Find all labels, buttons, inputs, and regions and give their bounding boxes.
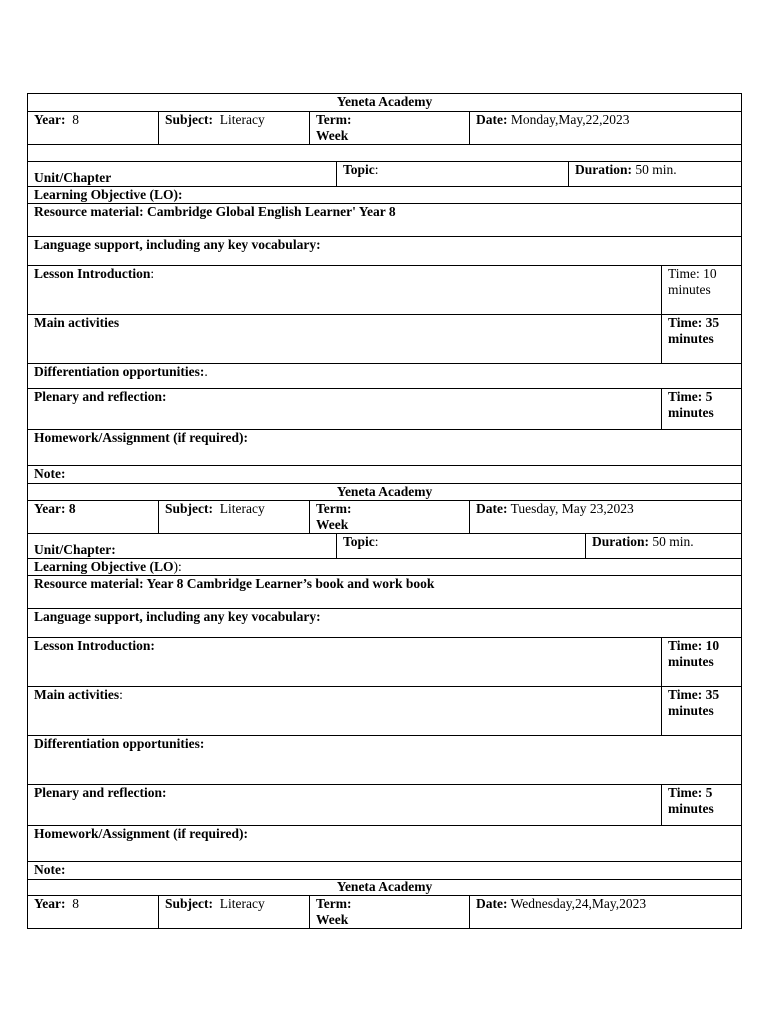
duration-cell [585,534,694,558]
subject-label: Subject: [165,501,213,516]
differentiation-row [27,735,742,784]
school-header-row [27,93,742,111]
school-name: Yeneta Academy [336,879,433,894]
subject-cell [158,896,265,928]
duration-value: 50 min. [635,162,677,177]
duration-cell [568,162,677,186]
plenary-row [27,784,742,825]
objective-row [27,558,742,575]
objective-row [27,186,742,203]
lesson-plan-document [27,93,742,929]
plenary-time: Time: 5 [668,389,713,404]
date-cell [469,112,630,144]
topic-colon: : [374,534,379,549]
differentiation-row [27,363,742,388]
main-time-unit: minutes [668,703,714,718]
date-cell [469,501,634,533]
language-row [27,608,742,637]
topic-colon: : [374,162,379,177]
year-label: Year: 8 [34,501,76,516]
subject-cell [158,112,265,144]
year-label: Year: [34,112,66,127]
topic-label: Topic [343,162,375,177]
date-value: Monday,May,22,2023 [510,112,630,127]
topic-label: Topic [343,534,375,549]
info-row [27,111,742,144]
plenary-time-unit: minutes [668,801,714,816]
date-label: Date: [476,896,508,911]
date-value: Tuesday, May 23,2023 [510,501,634,516]
main-time-unit: minutes [668,331,714,346]
main-activities-label: Main activities [34,315,120,330]
date-cell [469,896,647,928]
objective-label: Learning Objective (LO): [34,187,183,202]
duration-label: Duration: [592,534,649,549]
subject-cell [158,501,265,533]
topic-cell [336,534,379,558]
info-row [27,895,742,929]
term-cell [309,501,352,533]
main-time: Time: 35 [668,687,720,702]
note-label: Note: [34,466,66,481]
date-label: Date: [476,501,508,516]
subject-label: Subject: [165,896,213,911]
main-time: Time: 35 [668,315,720,330]
subject-value: Literacy [219,112,265,127]
note-row [27,861,742,879]
plenary-label: Plenary and reflection: [34,785,167,800]
unit-label: Unit/Chapter [34,170,112,185]
spacer-row [27,144,742,161]
objective-label: Learning Objective (LO [34,559,174,574]
resource-text: Resource material: Year 8 Cambridge Learner’s book and work book [34,576,435,591]
unit-label: Unit/Chapter: [34,542,116,557]
subject-value: Literacy [219,501,265,516]
homework-row [27,429,742,465]
differentiation-suffix: . [204,364,208,379]
main-activities-colon: : [119,687,123,702]
info-row [27,500,742,533]
term-label: Term: [316,112,352,127]
plenary-time-cell [661,785,714,825]
intro-time-cell [661,266,717,314]
resource-row [27,203,742,236]
plenary-time: Time: 5 [668,785,713,800]
unit-row [27,533,742,558]
week-label: Week [316,517,349,532]
intro-time-cell [661,638,720,686]
week-label: Week [316,912,349,927]
homework-label: Homework/Assignment (if required): [34,430,248,445]
plenary-row [27,388,742,429]
differentiation-label: Differentiation opportunities: [34,364,205,379]
intro-label: Lesson Introduction: [34,638,155,653]
objective-suffix: ): [173,559,182,574]
year-cell [34,896,79,912]
language-label: Language support, including any key vocabulary: [34,237,321,252]
intro-time-unit: minutes [668,282,711,297]
year-cell [34,112,79,128]
year-label: Year: [34,896,66,911]
subject-label: Subject: [165,112,213,127]
language-row [27,236,742,265]
intro-label: Lesson Introduction [34,266,151,281]
resource-text: Resource material: Cambridge Global English Learner' Year 8 [34,204,396,219]
intro-time-unit: minutes [668,654,714,669]
term-cell [309,112,352,144]
note-row [27,465,742,483]
differentiation-label: Differentiation opportunities: [34,736,205,751]
main-time-cell [661,315,720,363]
school-name: Yeneta Academy [336,94,433,109]
school-name: Yeneta Academy [336,484,433,499]
date-label: Date: [476,112,508,127]
intro-colon: : [150,266,155,281]
subject-value: Literacy [219,896,265,911]
term-label: Term: [316,896,352,911]
school-header-row [27,483,742,500]
resource-row [27,575,742,608]
week-label: Week [316,128,349,143]
year-value: 8 [72,896,79,911]
unit-row [27,161,742,186]
intro-row [27,637,742,686]
main-activities-row [27,686,742,735]
year-value: 8 [72,112,79,127]
term-cell [309,896,352,928]
main-time-cell [661,687,720,735]
language-label: Language support, including any key vocabulary: [34,609,321,624]
intro-time: Time: 10 [668,638,720,653]
school-header-row [27,879,742,895]
duration-label: Duration: [575,162,632,177]
main-activities-label: Main activities [34,687,120,702]
date-value: Wednesday,24,May,2023 [510,896,647,911]
main-activities-row [27,314,742,363]
homework-row [27,825,742,861]
plenary-time-unit: minutes [668,405,714,420]
homework-label: Homework/Assignment (if required): [34,826,248,841]
term-label: Term: [316,501,352,516]
plenary-label: Plenary and reflection: [34,389,167,404]
note-label: Note: [34,862,66,877]
intro-time: Time: 10 [668,266,717,281]
intro-row [27,265,742,314]
duration-value: 50 min. [652,534,694,549]
topic-cell [336,162,379,186]
plenary-time-cell [661,389,714,429]
